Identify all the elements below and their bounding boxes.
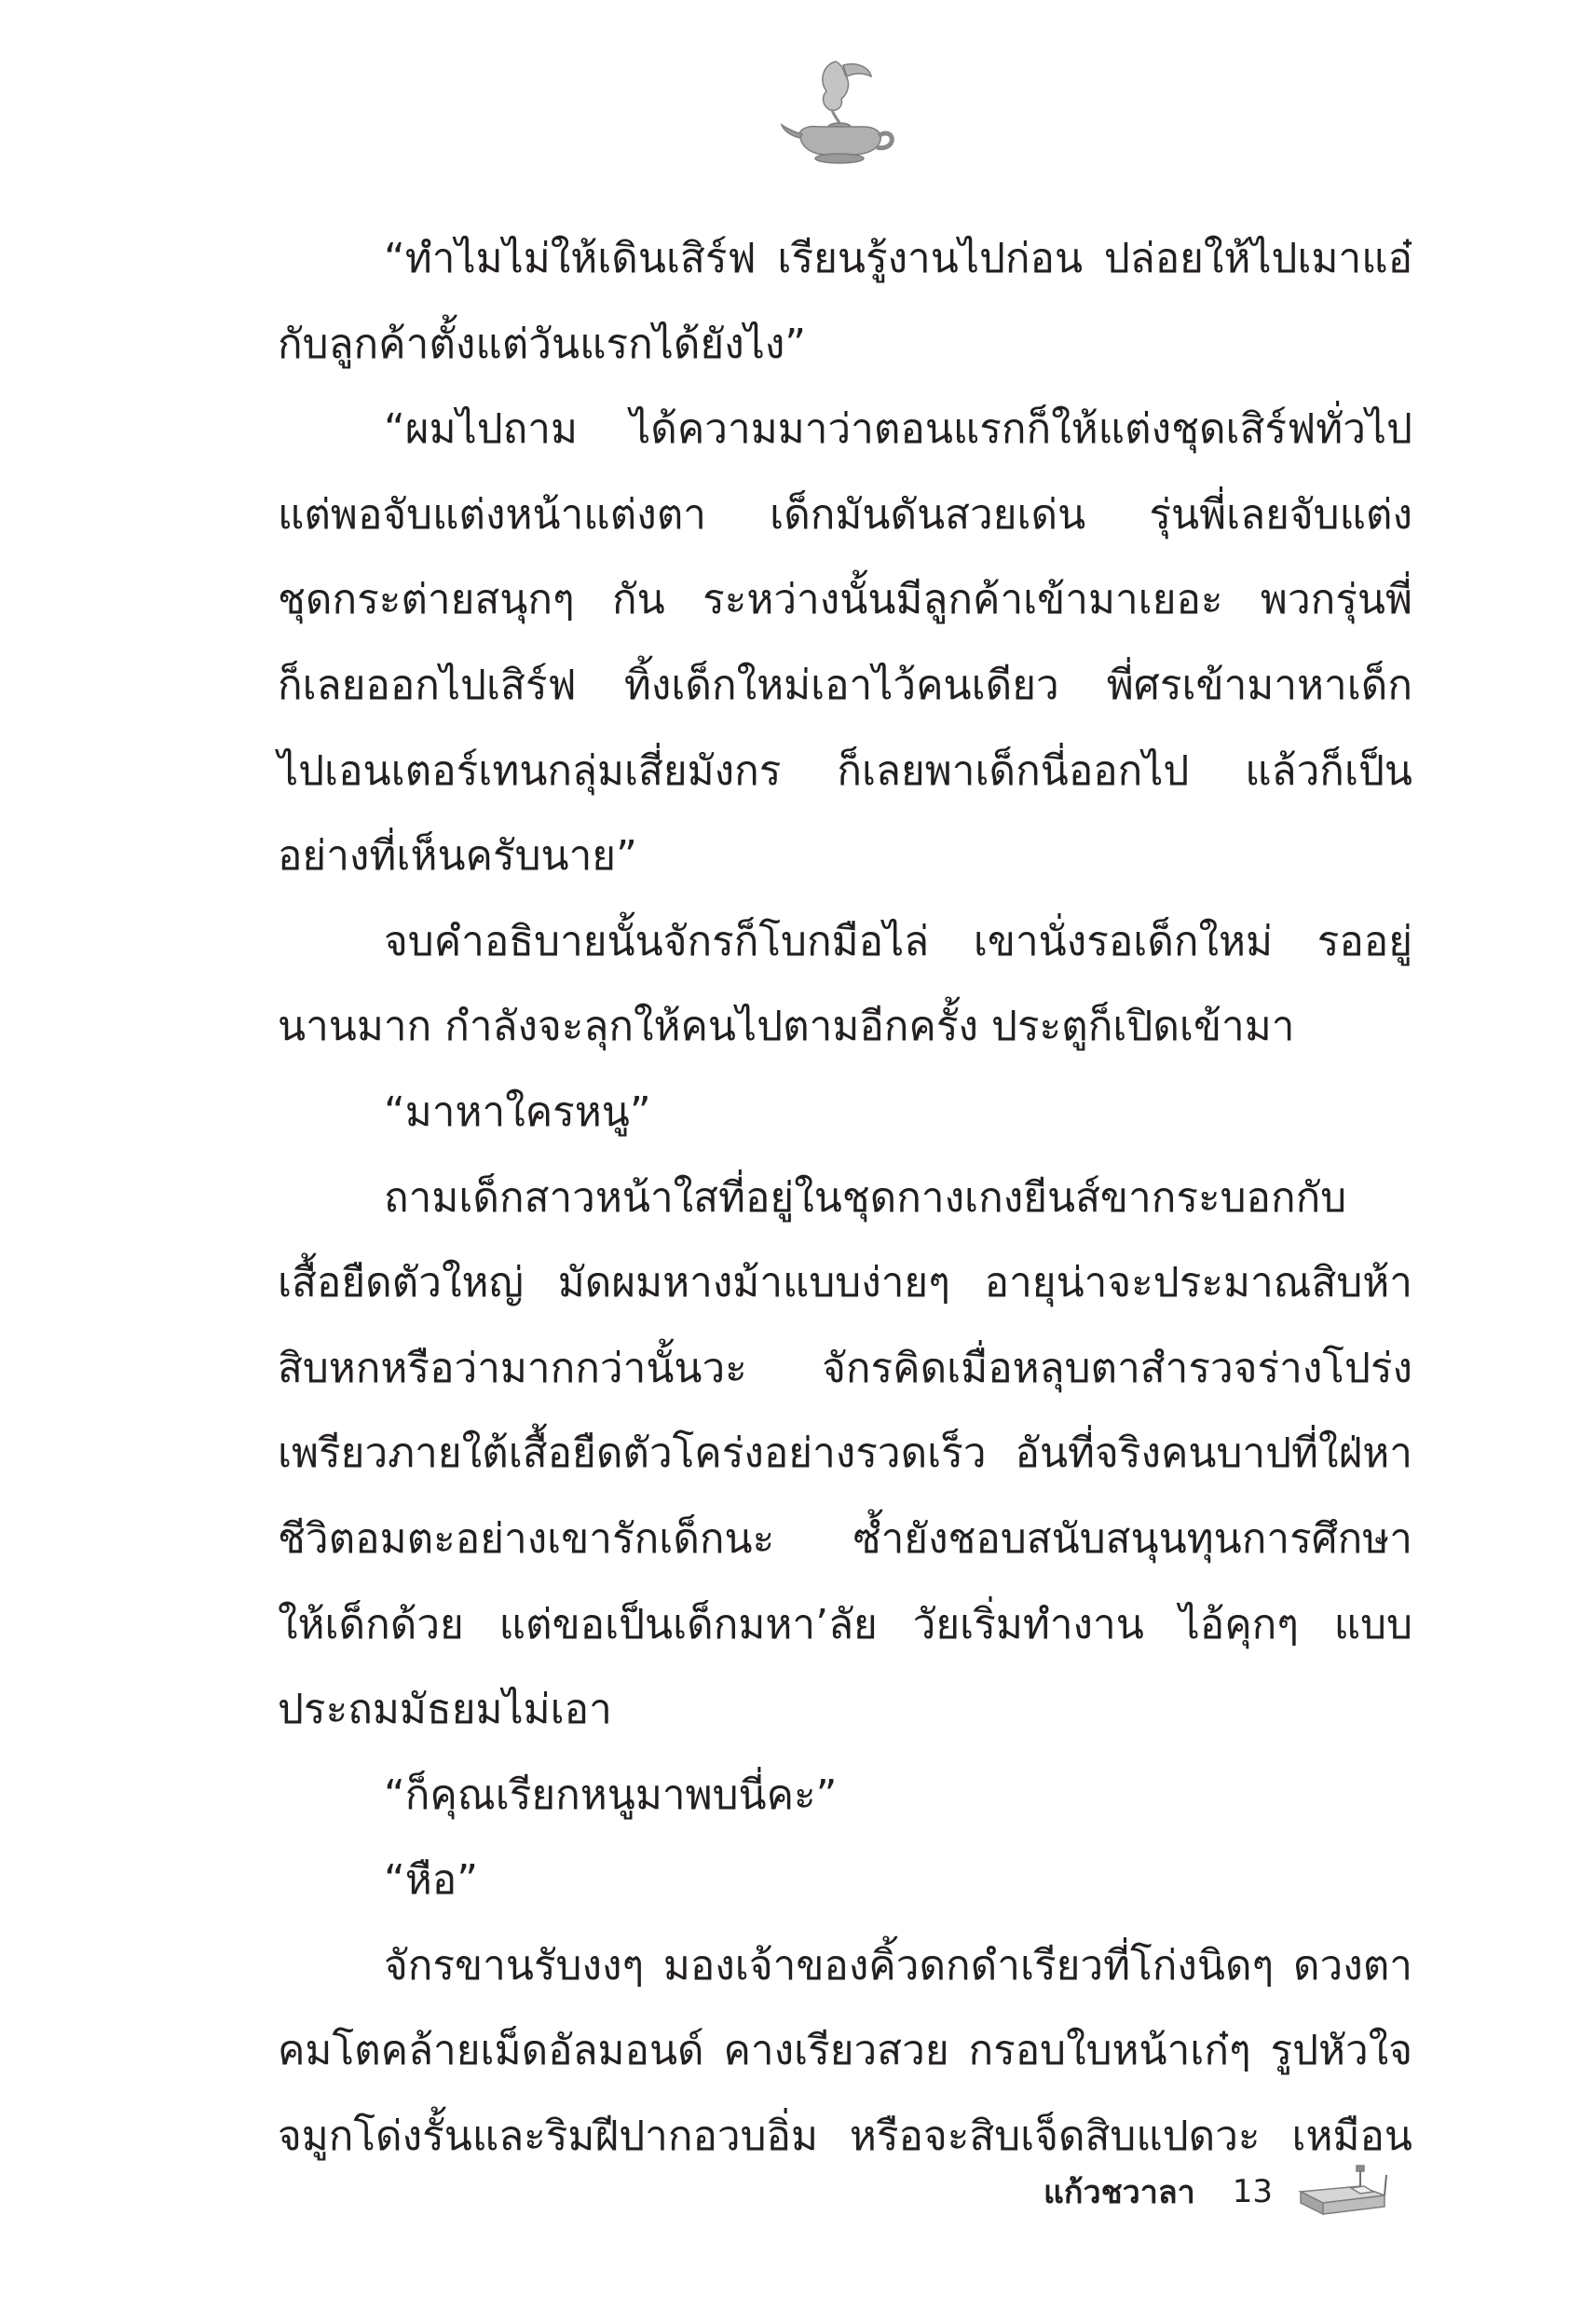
genie-lamp-icon: [778, 56, 899, 168]
text-line: แต่พอจับแต่งหน้าแต่งตา เด็กมันดันสวยเด่น รุ่นพี่เลยจับแต่ง: [278, 490, 1412, 539]
text-line: เสื้อยืดตัวใหญ่ มัดผมหางม้าแบบง่ายๆ อายุน่าจะประมาณสิบห้า: [278, 1259, 1412, 1307]
text-line: จักรขานรับงงๆ มองเจ้าของคิ้วดกดำเรียวที่โก่งนิดๆ ดวงตา: [384, 1941, 1412, 1990]
text-line: ชีวิตอมตะอย่างเขารักเด็กนะ ซ้ำยังชอบสนับสนุนทุนการศึกษา: [278, 1514, 1412, 1563]
text-line: ให้เด็กด้วย แต่ขอเป็นเด็กมหา’ลัย วัยเริ่มทำงาน ไอ้คุกๆ แบบ: [278, 1600, 1412, 1648]
text-line: ประถมมัธยมไม่เอา: [278, 1686, 612, 1734]
book-title: แก้วชวาลา: [1044, 2174, 1195, 2211]
text-line: นานมาก กำลังจะลุกให้คนไปตามอีกครั้ง ประตูก็เปิดเข้ามา: [278, 1003, 1295, 1051]
text-line: “ผมไปถาม ได้ความมาว่าตอนแรกก็ให้แต่งชุดเสิร์ฟทั่วไป: [384, 405, 1412, 454]
text-line: “มาหาใครหนู”: [384, 1087, 651, 1136]
text-line: “ทำไมไม่ให้เดินเสิร์ฟ เรียนรู้งานไปก่อน ปล่อยให้ไปเมาแอ๋: [384, 235, 1412, 282]
text-line: จมูกโด่งรั้นและริมฝีปากอวบอิ่ม หรือจะสิบเจ็ดสิบแปดวะ เหมือน: [278, 2113, 1412, 2161]
text-line: ไปเอนเตอร์เทนกลุ่มเสี่ยมังกร ก็เลยพาเด็กนี่ออกไป แล้วก็เป็น: [278, 746, 1412, 795]
body-text: [278, 216, 1412, 2180]
text-line: คมโตคล้ายเม็ดอัลมอนด์ คางเรียวสวย กรอบใบหน้าเก๋ๆ รูปหัวใจ: [278, 2027, 1412, 2075]
bed-icon: [1295, 2164, 1388, 2220]
text-line: อย่างที่เห็นครับนาย”: [278, 832, 637, 881]
text-line: ชุดกระต่ายสนุกๆ กัน ระหว่างนั้นมีลูกค้าเข้ามาเยอะ พวกรุ่นพี่: [278, 576, 1412, 624]
page-footer: [1044, 2164, 1388, 2220]
text-line: จบคำอธิบายนั้นจักรก็โบกมือไล่ เขานั่งรอเด็กใหม่ รออยู่: [384, 917, 1412, 965]
text-line: กับลูกค้าตั้งแต่วันแรกได้ยังไง”: [278, 320, 807, 368]
text-line: เพรียวภายใต้เสื้อยืดตัวโคร่งอย่างรวดเร็ว อันที่จริงคนบาปที่ใฝ่หา: [278, 1429, 1412, 1478]
text-line: ถามเด็กสาวหน้าใสที่อยู่ในชุดกางเกงยีนส์ขากระบอกกับ: [384, 1173, 1347, 1222]
text-line: “หือ”: [384, 1856, 479, 1905]
text-line: สิบหกหรือว่ามากกว่านั้นวะ จักรคิดเมื่อหลุบตาสำรวจร่างโปร่ง: [278, 1344, 1412, 1392]
page-number: 13: [1232, 2173, 1274, 2210]
text-line: “ก็คุณเรียกหนูมาพบนี่คะ”: [384, 1771, 838, 1819]
text-line: ก็เลยออกไปเสิร์ฟ ทิ้งเด็กใหม่เอาไว้คนเดียว พี่ศรเข้ามาหาเด็ก: [278, 661, 1412, 709]
